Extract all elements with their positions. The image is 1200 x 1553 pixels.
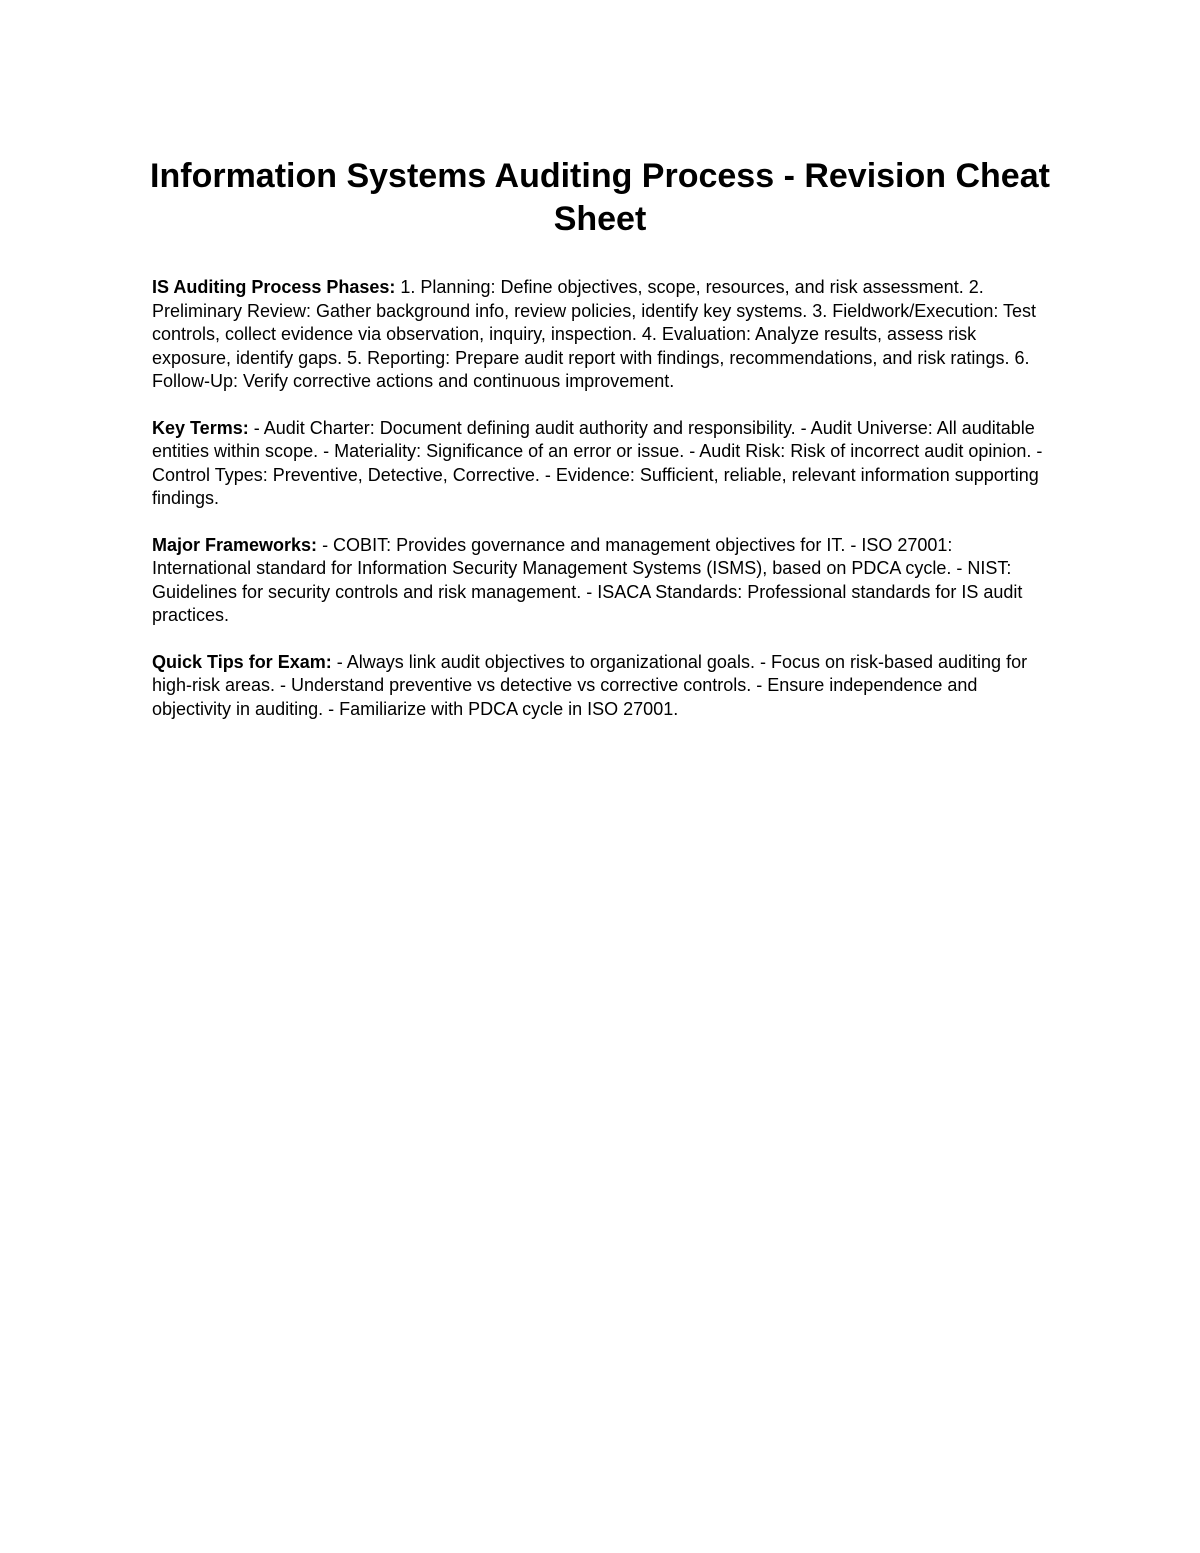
- section-key-terms: [152, 417, 1052, 511]
- section-label: Major Frameworks:: [152, 534, 318, 555]
- section-text: - Audit Charter: Document defining audit authority and responsibility. - Audit Universe: All auditable entities within scope. - Materiality: Significance of an error or issue. - Audit Risk: Risk of incorrect audit opinion. - Control Types: Preventive, Detective, Corrective. - Evidence: Sufficient, reliable, relevant information supporting findings.: [152, 417, 1043, 508]
- section-label: Key Terms:: [152, 417, 249, 438]
- section-label: Quick Tips for Exam:: [152, 651, 332, 672]
- section-text: - COBIT: Provides governance and management objectives for IT. - ISO 27001: International standard for Information Security Management Systems (ISMS), based on PDCA cycle. - NIST: Guidelines for security controls and risk management. - ISACA Standards: Professional standards for IS audit practices.: [152, 534, 1023, 625]
- section-process-phases: [152, 276, 1052, 394]
- document-title: Information Systems Auditing Process - Revision Cheat Sheet: [150, 157, 1050, 238]
- section-text: - Always link audit objectives to organizational goals. - Focus on risk-based auditing for high-risk areas. - Understand preventive vs detective vs corrective controls. - Ensure independence and objectivity in auditing. - Familiarize with PDCA cycle in ISO 27001.: [152, 651, 1028, 719]
- section-major-frameworks: [152, 534, 1052, 628]
- section-text: 1. Planning: Define objectives, scope, resources, and risk assessment. 2. Preliminary Review: Gather background info, review policies, identify key systems. 3. Fieldwork/Execution: Test controls, collect evidence via observation, inquiry, inspection. 4. Evaluation: Analyze results, assess risk exposure, identify gaps. 5. Reporting: Prepare audit report with findings, recommendations, and risk ratings. 6. Follow-Up: Verify corrective actions and continuous improvement.: [152, 277, 1037, 391]
- section-label: IS Auditing Process Phases:: [152, 277, 396, 297]
- section-quick-tips: [152, 651, 1052, 722]
- document-body: [152, 276, 1052, 744]
